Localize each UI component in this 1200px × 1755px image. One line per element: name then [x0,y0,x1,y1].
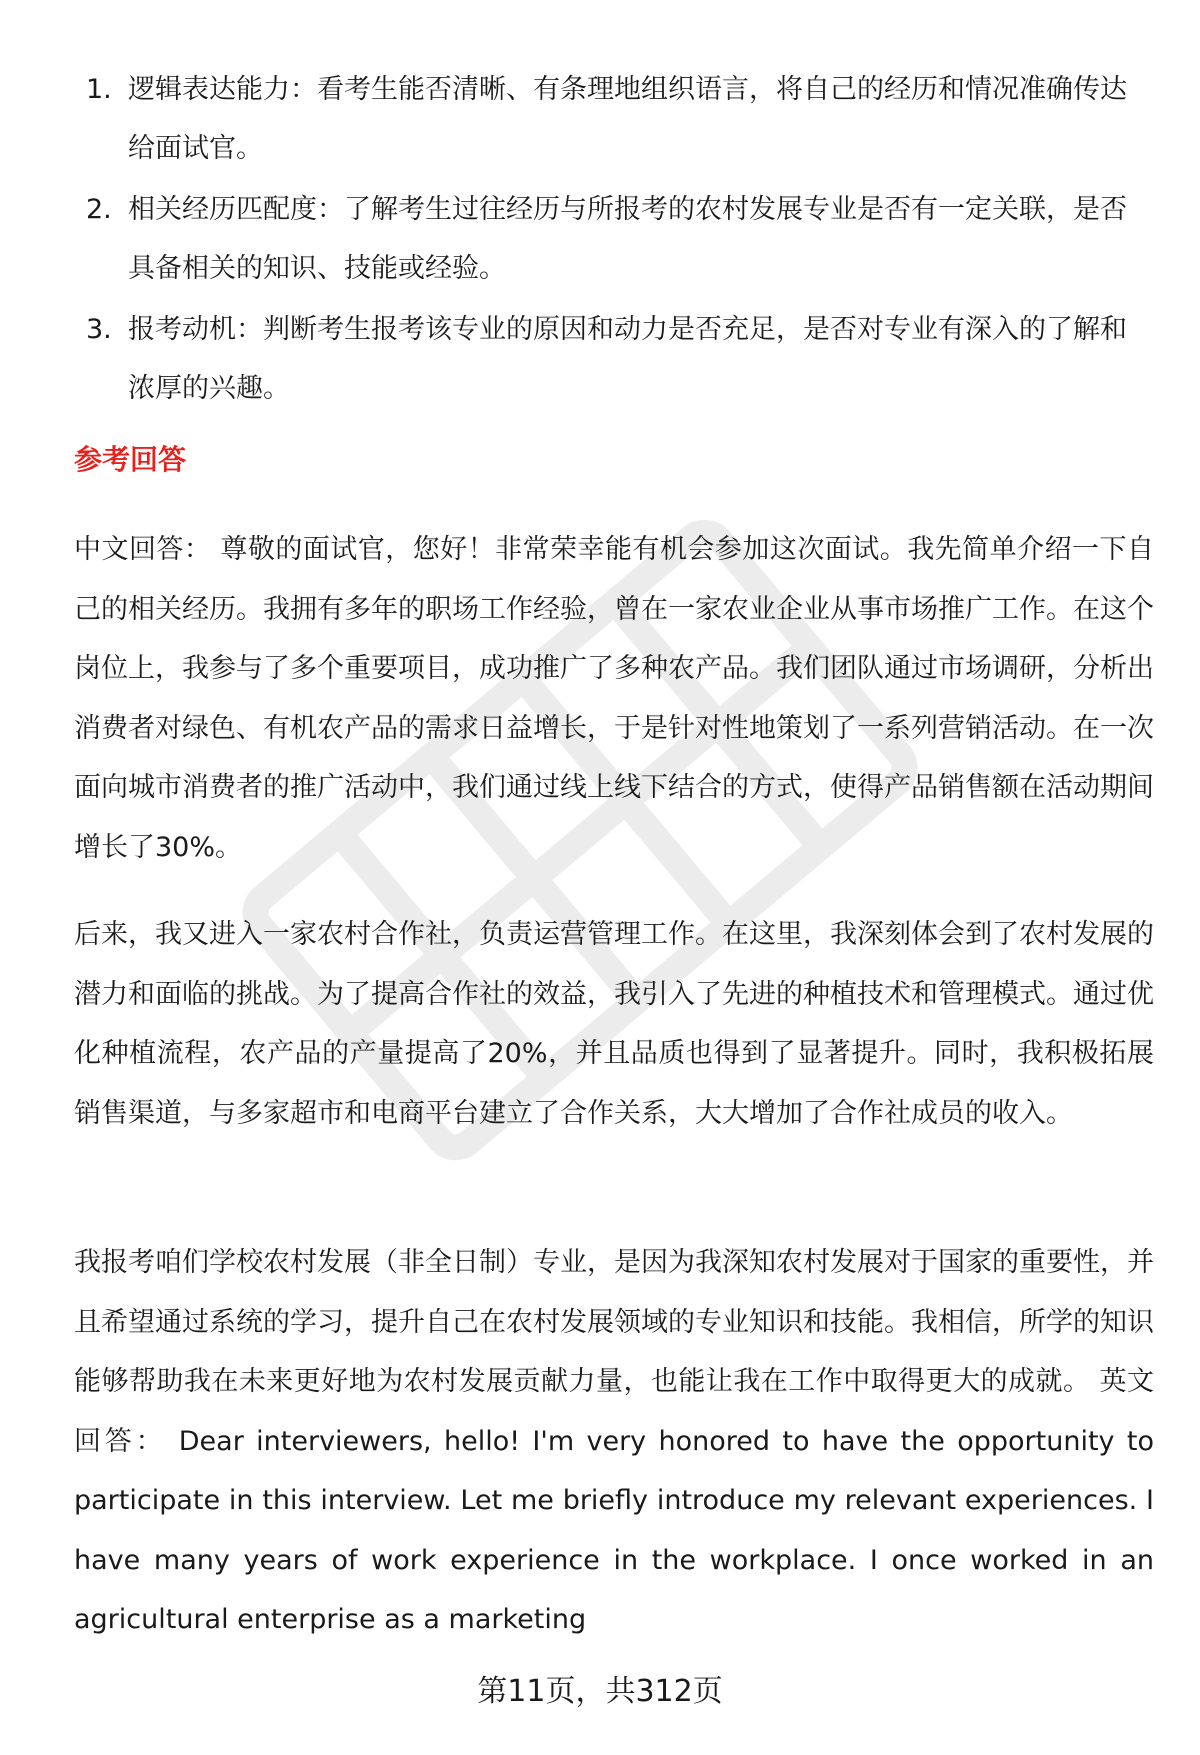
criteria-list [74,60,1144,420]
list-item-number: 2. [86,194,112,225]
list-item [74,60,1144,178]
list-item-text: 报考动机：判断考生报考该专业的原因和动力是否充足，是否对专业有深入的了解和浓厚的兴趣。 [128,314,1127,404]
list-item-number: 3. [86,314,112,345]
page-number-footer: 第11页，共312页 [477,1674,723,1709]
section-heading-reference-answer: 参考回答 [74,443,187,476]
list-item [74,300,1144,418]
list-item-text: 逻辑表达能力：看考生能否清晰、有条理地组织语言，将自己的经历和情况准确传达给面试官。 [128,74,1127,164]
list-item-number: 1. [86,74,112,105]
answer-paragraph-1: 中文回答： 尊敬的面试官，您好！非常荣幸能有机会参加这次面试。我先简单介绍一下自己的相关经历。我拥有多年的职场工作经验，曾在一家农业企业从事市场推广工作。在这个岗位上，我参与了多个重要项目，成功推广了多种农产品。我们团队通过市场调研，分析出消费者对绿色、有机农产品的需求日益增长，于是针对性地策划了一系列营销活动。在一次面向城市消费者的推广活动中，我们通过线上线下结合的方式，使得产品销售额在活动期间增长了30%。 [74,534,1154,863]
answer-paragraph-3: 我报考咱们学校农村发展（非全日制）专业，是因为我深知农村发展对于国家的重要性，并且希望通过系统的学习，提升自己在农村发展领域的专业知识和技能。我相信，所学的知识能够帮助我在未来更好地为农村发展贡献力量，也能让我在工作中取得更大的成就。 英文回答： Dear interviewers, hello! I'm very honored to have the opportunity to participate in this interview. Let me briefly introduce my relevant experiences. I have many years of work experience in the workplace. I once worked in an agricultural enterprise as a marketing [74,1247,1154,1635]
list-item [74,180,1144,298]
answer-paragraph-2: 后来，我又进入一家农村合作社，负责运营管理工作。在这里，我深刻体会到了农村发展的潜力和面临的挑战。为了提高合作社的效益，我引入了先进的种植技术和管理模式。通过优化种植流程，农产品的产量提高了20%，并且品质也得到了显著提升。同时，我积极拓展销售渠道，与多家超市和电商平台建立了合作关系，大大增加了合作社成员的收入。 [74,919,1154,1129]
list-item-text: 相关经历匹配度：了解考生过往经历与所报考的农村发展专业是否有一定关联，是否具备相关的知识、技能或经验。 [128,194,1127,284]
